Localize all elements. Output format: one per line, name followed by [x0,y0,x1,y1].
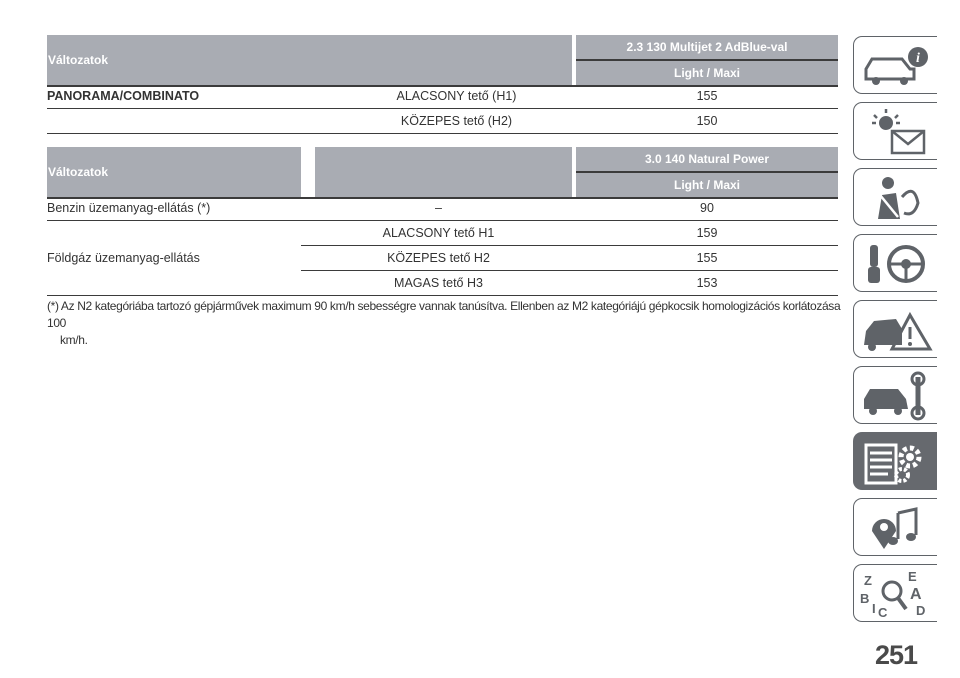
roof-cell: – [301,196,576,221]
specs-table-multijet-body [47,84,838,134]
header-variants: Változatok [47,35,572,86]
tab-accident-warning[interactable] [853,300,937,358]
table-row [47,221,838,246]
header-engine: 3.0 140 Natural Power [576,147,838,172]
tab-seatbelt-airbag[interactable] [853,168,937,226]
value-cell: 155 [576,84,838,109]
header-trim: Light / Maxi [576,172,838,198]
tab-warning-lights[interactable] [853,102,937,160]
warning-lights-icon [858,107,934,157]
specs-table-natural-power-body [47,196,838,296]
key-steering-icon [858,239,934,289]
tab-multimedia[interactable] [853,498,937,556]
value-cell: 155 [576,246,838,271]
tab-technical-data[interactable] [853,432,937,490]
tab-index[interactable] [853,564,937,622]
header-trim: Light / Maxi [576,60,838,86]
page-number: 251 [874,640,918,670]
header-variants: Változatok [47,147,301,198]
footnote-line: (*) Az N2 kategóriába tartozó gépjárművek maximum 90 km/h sebességre vannak tanúsítva. Ellenben az M2 kategóriájú gépkocsik homologizációs korlátozása 100 [47,299,841,330]
accident-warning-icon [858,305,934,355]
car-maintenance-icon [858,371,934,421]
variant-cell: PANORAMA/COMBINATO [47,84,337,109]
svg-text:C: C [878,605,888,619]
svg-text:E: E [908,569,917,584]
table-row [47,109,838,134]
svg-text:A: A [910,586,922,603]
table-row [47,196,838,221]
footnote-line: km/h. [60,333,88,347]
table-row [47,84,838,109]
svg-text:B: B [860,591,870,606]
tab-car-info[interactable] [853,36,937,94]
value-cell: 159 [576,221,838,246]
table-header [47,147,838,172]
seatbelt-airbag-icon [858,173,934,223]
header-engine: 2.3 130 Multijet 2 AdBlue-val [576,35,838,60]
value-cell: 90 [576,196,838,221]
variant-cell [47,109,337,134]
tab-key-steering[interactable] [853,234,937,292]
index-icon [858,569,934,619]
tab-car-maintenance[interactable] [853,366,937,424]
multimedia-icon [858,503,934,553]
roof-cell: ALACSONY tető H1 [301,221,576,246]
svg-text:i: i [916,51,920,66]
roof-cell: KÖZEPES tető (H2) [337,109,576,134]
table-header [47,35,838,60]
variant-cell: Benzin üzemanyag-ellátás (*) [47,196,301,221]
roof-cell: MAGAS tető H3 [301,271,576,296]
roof-cell: KÖZEPES tető H2 [301,246,576,271]
technical-data-icon [858,437,934,487]
svg-text:I: I [872,601,876,616]
car-info-icon [858,41,934,91]
variant-cell: Földgáz üzemanyag-ellátás [47,221,301,296]
svg-text:D: D [916,603,926,618]
roof-cell: ALACSONY tető (H1) [337,84,576,109]
footnote [47,298,842,349]
value-cell: 150 [576,109,838,134]
specs-table-multijet [47,35,838,87]
specs-table-natural-power [47,147,838,199]
value-cell: 153 [576,271,838,296]
svg-text:Z: Z [864,573,872,588]
header-empty [315,147,572,198]
